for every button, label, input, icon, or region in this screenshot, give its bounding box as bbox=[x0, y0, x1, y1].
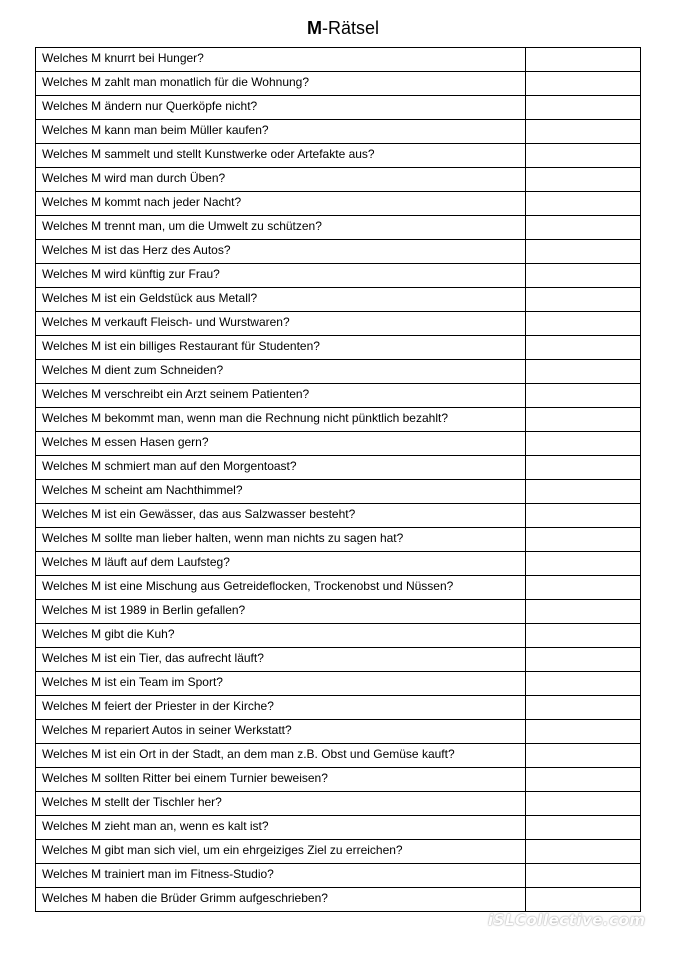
answer-cell[interactable] bbox=[526, 240, 641, 264]
question-cell: Welches M feiert der Priester in der Kirche? bbox=[36, 696, 526, 720]
answer-cell[interactable] bbox=[526, 816, 641, 840]
answer-cell[interactable] bbox=[526, 720, 641, 744]
answer-cell[interactable] bbox=[526, 336, 641, 360]
table-row bbox=[36, 504, 641, 528]
table-row bbox=[36, 408, 641, 432]
answer-cell[interactable] bbox=[526, 744, 641, 768]
answer-cell[interactable] bbox=[526, 480, 641, 504]
table-row bbox=[36, 120, 641, 144]
question-cell: Welches M ist ein Team im Sport? bbox=[36, 672, 526, 696]
table-row bbox=[36, 672, 641, 696]
answer-cell[interactable] bbox=[526, 576, 641, 600]
answer-cell[interactable] bbox=[526, 120, 641, 144]
answer-cell[interactable] bbox=[526, 168, 641, 192]
question-cell: Welches M ist ein Gewässer, das aus Salzwasser besteht? bbox=[36, 504, 526, 528]
table-row bbox=[36, 720, 641, 744]
answer-cell[interactable] bbox=[526, 360, 641, 384]
table-row bbox=[36, 96, 641, 120]
question-cell: Welches M dient zum Schneiden? bbox=[36, 360, 526, 384]
answer-cell[interactable] bbox=[526, 600, 641, 624]
table-row bbox=[36, 168, 641, 192]
answer-cell[interactable] bbox=[526, 48, 641, 72]
table-row bbox=[36, 744, 641, 768]
table-row bbox=[36, 240, 641, 264]
answer-cell[interactable] bbox=[526, 864, 641, 888]
answer-cell[interactable] bbox=[526, 648, 641, 672]
question-table bbox=[35, 47, 641, 912]
table-row bbox=[36, 768, 641, 792]
answer-cell[interactable] bbox=[526, 768, 641, 792]
question-cell: Welches M ändern nur Querköpfe nicht? bbox=[36, 96, 526, 120]
question-cell: Welches M trainiert man im Fitness-Studio? bbox=[36, 864, 526, 888]
answer-cell[interactable] bbox=[526, 528, 641, 552]
answer-cell[interactable] bbox=[526, 672, 641, 696]
question-cell: Welches M zahlt man monatlich für die Wohnung? bbox=[36, 72, 526, 96]
table-row bbox=[36, 864, 641, 888]
watermark: iSLCollective.com bbox=[488, 911, 646, 929]
answer-cell[interactable] bbox=[526, 624, 641, 648]
answer-cell[interactable] bbox=[526, 408, 641, 432]
question-cell: Welches M ist ein billiges Restaurant für Studenten? bbox=[36, 336, 526, 360]
question-cell: Welches M zieht man an, wenn es kalt ist? bbox=[36, 816, 526, 840]
question-cell: Welches M sollten Ritter bei einem Turnier beweisen? bbox=[36, 768, 526, 792]
table-row bbox=[36, 624, 641, 648]
answer-cell[interactable] bbox=[526, 144, 641, 168]
table-row bbox=[36, 48, 641, 72]
question-cell: Welches M scheint am Nachthimmel? bbox=[36, 480, 526, 504]
question-cell: Welches M gibt die Kuh? bbox=[36, 624, 526, 648]
question-rows bbox=[36, 48, 641, 912]
question-cell: Welches M essen Hasen gern? bbox=[36, 432, 526, 456]
answer-cell[interactable] bbox=[526, 552, 641, 576]
table-row bbox=[36, 264, 641, 288]
answer-cell[interactable] bbox=[526, 432, 641, 456]
table-row bbox=[36, 336, 641, 360]
title-bold-letter: M bbox=[306, 18, 322, 38]
question-cell: Welches M bekommt man, wenn man die Rechnung nicht pünktlich bezahlt? bbox=[36, 408, 526, 432]
table-row bbox=[36, 216, 641, 240]
question-cell: Welches M wird künftig zur Frau? bbox=[36, 264, 526, 288]
table-row bbox=[36, 648, 641, 672]
table-row bbox=[36, 888, 641, 912]
answer-cell[interactable] bbox=[526, 504, 641, 528]
table-row bbox=[36, 840, 641, 864]
answer-cell[interactable] bbox=[526, 384, 641, 408]
table-row bbox=[36, 456, 641, 480]
question-cell: Welches M verschreibt ein Arzt seinem Patienten? bbox=[36, 384, 526, 408]
table-row bbox=[36, 528, 641, 552]
question-cell: Welches M ist eine Mischung aus Getreideflocken, Trockenobst und Nüssen? bbox=[36, 576, 526, 600]
table-row bbox=[36, 192, 641, 216]
answer-cell[interactable] bbox=[526, 888, 641, 912]
table-row bbox=[36, 288, 641, 312]
answer-cell[interactable] bbox=[526, 792, 641, 816]
question-cell: Welches M ist das Herz des Autos? bbox=[36, 240, 526, 264]
answer-cell[interactable] bbox=[526, 456, 641, 480]
answer-cell[interactable] bbox=[526, 216, 641, 240]
question-cell: Welches M schmiert man auf den Morgentoast? bbox=[36, 456, 526, 480]
question-cell: Welches M trennt man, um die Umwelt zu schützen? bbox=[36, 216, 526, 240]
question-cell: Welches M verkauft Fleisch- und Wurstwaren? bbox=[36, 312, 526, 336]
table-row bbox=[36, 480, 641, 504]
question-cell: Welches M ist 1989 in Berlin gefallen? bbox=[36, 600, 526, 624]
answer-cell[interactable] bbox=[526, 696, 641, 720]
question-cell: Welches M gibt man sich viel, um ein ehrgeiziges Ziel zu erreichen? bbox=[36, 840, 526, 864]
answer-cell[interactable] bbox=[526, 192, 641, 216]
table-row bbox=[36, 312, 641, 336]
question-cell: Welches M repariert Autos in seiner Werkstatt? bbox=[36, 720, 526, 744]
question-cell: Welches M ist ein Ort in der Stadt, an dem man z.B. Obst und Gemüse kauft? bbox=[36, 744, 526, 768]
question-cell: Welches M stellt der Tischler her? bbox=[36, 792, 526, 816]
question-cell: Welches M haben die Brüder Grimm aufgeschrieben? bbox=[36, 888, 526, 912]
table-row bbox=[36, 72, 641, 96]
table-row bbox=[36, 360, 641, 384]
question-cell: Welches M kommt nach jeder Nacht? bbox=[36, 192, 526, 216]
answer-cell[interactable] bbox=[526, 264, 641, 288]
page-title bbox=[0, 17, 686, 39]
table-row bbox=[36, 576, 641, 600]
question-cell: Welches M sollte man lieber halten, wenn man nichts zu sagen hat? bbox=[36, 528, 526, 552]
table-row bbox=[36, 432, 641, 456]
question-cell: Welches M wird man durch Üben? bbox=[36, 168, 526, 192]
table-row bbox=[36, 600, 641, 624]
answer-cell[interactable] bbox=[526, 288, 641, 312]
question-cell: Welches M ist ein Tier, das aufrecht läuft? bbox=[36, 648, 526, 672]
answer-cell[interactable] bbox=[526, 840, 641, 864]
question-cell: Welches M knurrt bei Hunger? bbox=[36, 48, 526, 72]
table-row bbox=[36, 696, 641, 720]
table-row bbox=[36, 144, 641, 168]
answer-cell[interactable] bbox=[526, 312, 641, 336]
table-row bbox=[36, 384, 641, 408]
table-row bbox=[36, 816, 641, 840]
question-cell: Welches M sammelt und stellt Kunstwerke oder Artefakte aus? bbox=[36, 144, 526, 168]
question-cell: Welches M läuft auf dem Laufsteg? bbox=[36, 552, 526, 576]
answer-cell[interactable] bbox=[526, 72, 641, 96]
question-cell: Welches M ist ein Geldstück aus Metall? bbox=[36, 288, 526, 312]
title-rest: -Rätsel bbox=[321, 18, 379, 38]
table-row bbox=[36, 552, 641, 576]
answer-cell[interactable] bbox=[526, 96, 641, 120]
question-cell: Welches M kann man beim Müller kaufen? bbox=[36, 120, 526, 144]
table-row bbox=[36, 792, 641, 816]
